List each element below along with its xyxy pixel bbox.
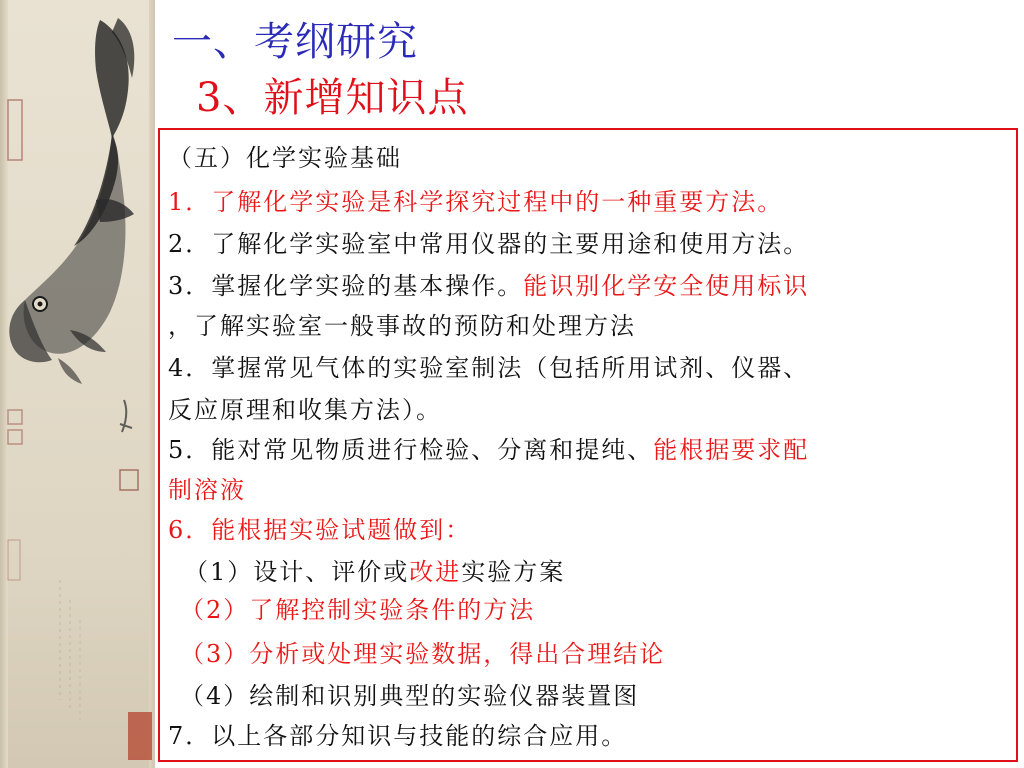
sub-item-1-text-end: 实验方案 bbox=[461, 558, 566, 586]
list-item-3-continued: ，了解实验室一般事故的预防和处理方法 bbox=[168, 312, 636, 340]
list-item-1: 1．了解化学实验是科学探究过程中的一种重要方法。 bbox=[168, 188, 784, 216]
list-item-4-continued: 反应原理和收集方法）。 bbox=[168, 396, 442, 424]
list-item-5 bbox=[168, 434, 809, 466]
list-item-5-text: 5．能对常见物质进行检验、分离和提纯、 bbox=[168, 436, 654, 464]
sub-item-3: （3）分析或处理实验数据，得出合理结论 bbox=[180, 640, 666, 668]
page-subheading: 3、新增知识点 bbox=[196, 75, 469, 121]
sub-item-2: （2）了解控制实验条件的方法 bbox=[180, 596, 536, 624]
list-item-5-highlight: 能根据要求配 bbox=[653, 436, 810, 464]
sub-item-4: （4）绘制和识别典型的实验仪器装置图 bbox=[180, 682, 640, 710]
section-title: （五）化学实验基础 bbox=[168, 144, 402, 172]
list-item-6: 6．能根据实验试题做到： bbox=[168, 516, 472, 544]
sub-item-1 bbox=[184, 556, 565, 588]
list-item-3-text: 3．掌握化学实验的基本操作。 bbox=[168, 272, 524, 300]
list-item-7: 7．以上各部分知识与技能的综合应用。 bbox=[168, 722, 628, 750]
fish-ink-drawing bbox=[0, 0, 155, 768]
sub-item-1-highlight: 改进 bbox=[409, 558, 462, 586]
sub-item-1-text: （1）设计、评价或 bbox=[184, 558, 410, 586]
list-item-2: 2．了解化学实验室中常用仪器的主要用途和使用方法。 bbox=[168, 230, 810, 258]
list-item-3 bbox=[168, 270, 809, 302]
list-item-5-continued: 制溶液 bbox=[168, 476, 246, 504]
list-item-3-highlight: 能识别化学安全使用标识 bbox=[523, 272, 810, 300]
list-item-4: 4．掌握常见气体的实验室制法（包括所用试剂、仪器、 bbox=[168, 354, 810, 382]
decorative-fish-painting bbox=[0, 0, 155, 768]
page-heading: 一、考纲研究 bbox=[172, 19, 418, 65]
